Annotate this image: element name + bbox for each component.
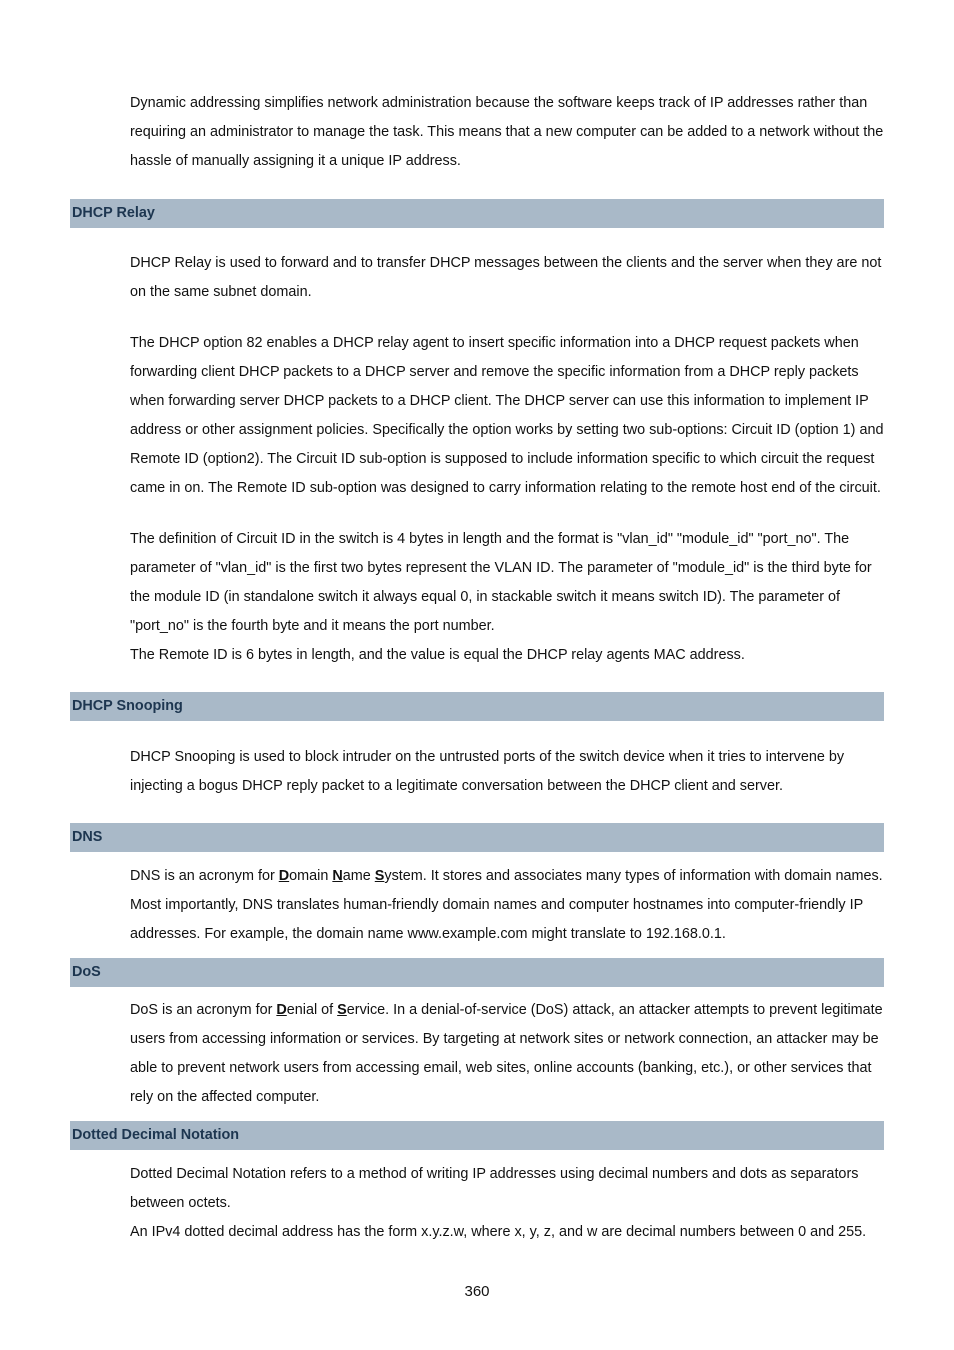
text-line: requiring an administrator to manage the task. This means that a new computer can be added to a network without the: [130, 124, 884, 140]
text-line: between octets.: [130, 1195, 231, 1211]
dhcp-snooping-paragraph: [130, 743, 886, 801]
text-line: able to prevent network users from accessing email, web sites, online accounts (banking, etc.), or other services that: [130, 1060, 872, 1076]
text-line: Remote ID (option2). The Circuit ID sub-option is supposed to include information specific to which circuit the request: [130, 451, 875, 467]
text-line: "port_no" is the fourth byte and it means the port number.: [130, 618, 495, 634]
text-line: DHCP Relay is used to forward and to transfer DHCP messages between the clients and the server when they are not: [130, 255, 882, 271]
text-line: came in on. The Remote ID sub-option was designed to carry information relating to the remote host end of the circuit.: [130, 480, 881, 496]
dos-paragraph: [130, 996, 886, 1112]
section-title: Dotted Decimal Notation: [72, 1127, 240, 1143]
section-header-dns: [70, 823, 884, 852]
text-line: users from accessing information or services. By targeting at network sites or network connection, an attacker may be: [130, 1031, 879, 1047]
text-line: The Remote ID is 6 bytes in length, and the value is equal the DHCP relay agents MAC address.: [130, 647, 745, 663]
acronym-letter: D: [278, 868, 290, 884]
section-header-dotted-decimal: [70, 1121, 884, 1150]
acronym-letter: D: [276, 1002, 287, 1018]
dns-paragraph: [130, 862, 886, 949]
text-line: The definition of Circuit ID in the switch is 4 bytes in length and the format is "vlan_id" "module_id" "port_no". The: [130, 531, 850, 547]
section-header-dos: [70, 958, 884, 987]
text-line: DHCP Snooping is used to block intruder on the untrusted ports of the switch device when it tries to intervene by: [130, 749, 845, 765]
text-line: DNS is an acronym for Domain Name System. It stores and associates many types of information with domain names.: [130, 868, 883, 884]
text-line: forwarding client DHCP packets to a DHCP server and remove the specific information from a DHCP reply packets: [130, 364, 859, 380]
dhcp-relay-paragraph-3: [130, 525, 886, 670]
text-line: DoS is an acronym for Denial of Service. In a denial-of-service (DoS) attack, an attacker attempts to prevent legitimate: [130, 1002, 883, 1018]
text-line: injecting a bogus DHCP reply packet to a legitimate conversation between the DHCP client and server.: [130, 778, 783, 794]
text-line: An IPv4 dotted decimal address has the form x.y.z.w, where x, y, z, and w are decimal numbers between 0 and 255.: [130, 1224, 867, 1240]
dotted-decimal-paragraph: [130, 1160, 886, 1247]
section-header-dhcp-snooping: [70, 692, 884, 721]
text-line: hassle of manually assigning it a unique IP address.: [130, 153, 461, 169]
section-title: DoS: [72, 964, 101, 980]
section-header-dhcp-relay: [70, 199, 884, 228]
dhcp-relay-paragraph-2: [130, 329, 886, 503]
dhcp-relay-paragraph-1: [130, 249, 886, 307]
text-line: The DHCP option 82 enables a DHCP relay agent to insert specific information into a DHCP request packets when: [130, 335, 859, 351]
section-title: DNS: [72, 829, 103, 845]
acronym-letter: S: [374, 868, 385, 884]
page-number: 360: [464, 1283, 490, 1300]
section-title: DHCP Relay: [72, 205, 155, 221]
text-line: addresses. For example, the domain name www.example.com might translate to 192.168.0.1.: [130, 926, 726, 942]
text-line: rely on the affected computer.: [130, 1089, 320, 1105]
text-line: Dotted Decimal Notation refers to a method of writing IP addresses using decimal numbers and dots as separators: [130, 1166, 859, 1182]
text-line: the module ID (in standalone switch it always equal 0, in stackable switch it means switch ID). The parameter of: [130, 589, 840, 605]
text-line: Dynamic addressing simplifies network administration because the software keeps track of IP addresses rather than: [130, 95, 868, 111]
intro-paragraph: [130, 89, 886, 176]
text-line: address or other assignment policies. Specifically the option works by setting two sub-options: Circuit ID (option 1) and: [130, 422, 884, 438]
text-line: on the same subnet domain.: [130, 284, 312, 300]
text-line: parameter of "vlan_id" is the first two bytes represent the VLAN ID. The parameter of "module_id" is the third byte for: [130, 560, 872, 576]
section-title: DHCP Snooping: [72, 698, 183, 714]
text-line: when forwarding server DHCP packets to a DHCP client. The DHCP server can use this information to implement IP: [130, 393, 869, 409]
acronym-letter: N: [332, 868, 343, 884]
acronym-letter: S: [337, 1002, 347, 1018]
text-line: Most importantly, DNS translates human-friendly domain names and computer hostnames into computer-friendly IP: [130, 897, 864, 913]
